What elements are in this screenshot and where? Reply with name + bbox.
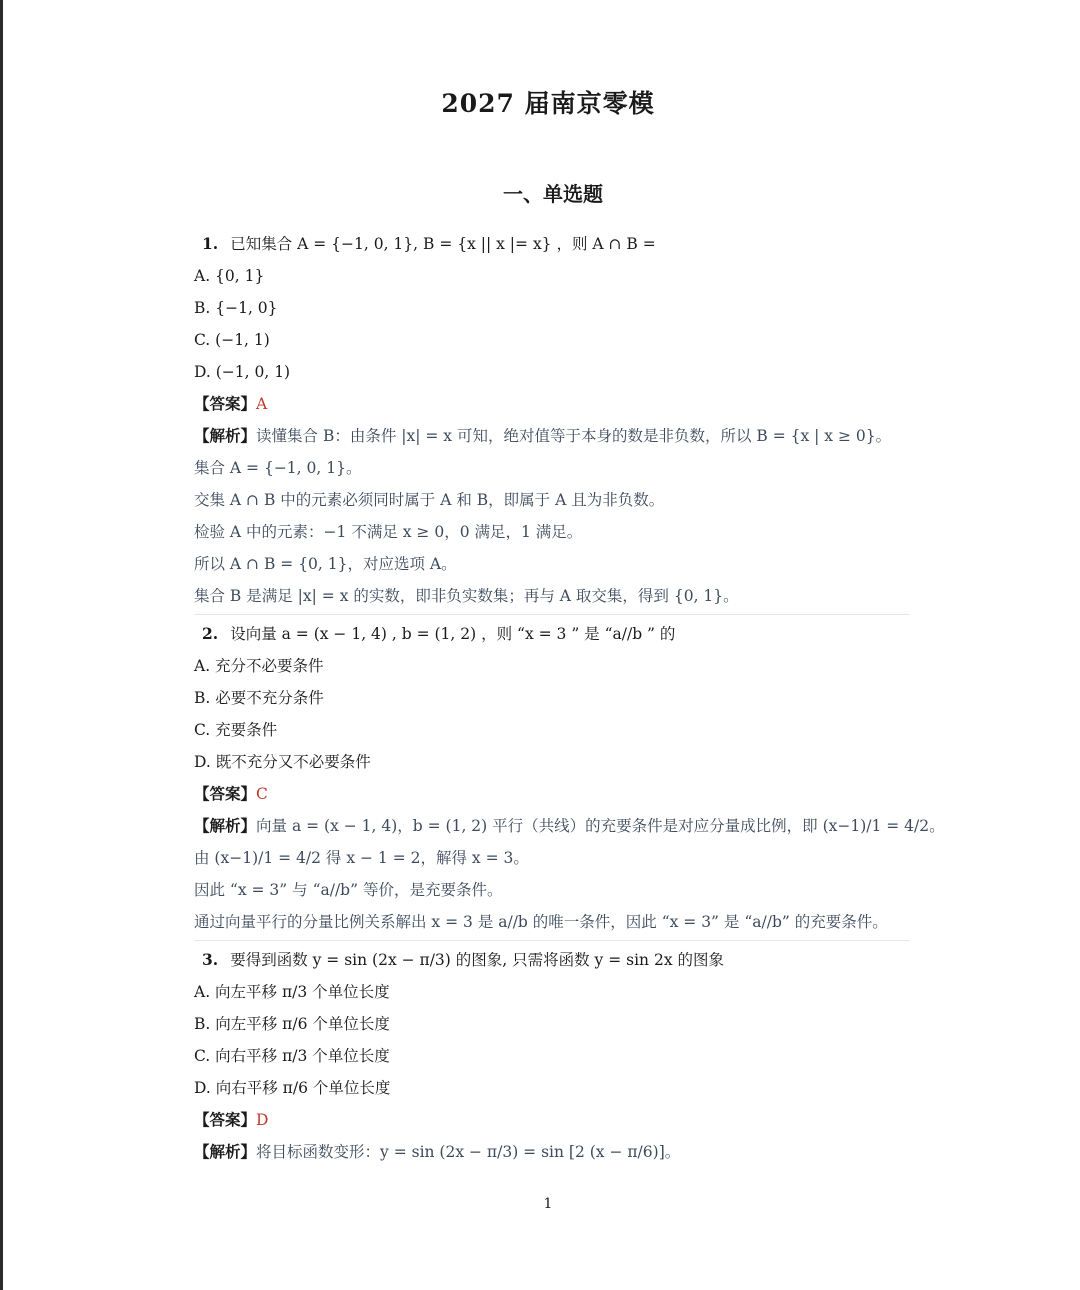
question-1	[194, 228, 910, 612]
question-text: 设向量 a = (x − 1, 4) , b = (1, 2) ，则 “x = 3 ” 是 “a//b ” 的	[230, 625, 676, 643]
analysis-line: 检验 A 中的元素：−1 不满足 x ≥ 0，0 满足，1 满足。	[194, 523, 583, 541]
analysis-line	[194, 810, 945, 842]
option-c: C. (−1, 1)	[194, 331, 270, 349]
question-divider	[194, 614, 910, 615]
question-stem	[194, 618, 910, 650]
section-heading: 一、单选题	[503, 182, 603, 206]
question-list	[194, 228, 945, 1168]
option-d: D. (−1, 0, 1)	[194, 363, 291, 381]
analysis-text: 将目标函数变形：y = sin (2x − π/3) = sin [2 (x − π/6)]。	[256, 1143, 681, 1161]
analysis-label: 【解析】	[194, 426, 257, 445]
answer-line	[194, 778, 910, 810]
analysis-line: 由 (x−1)/1 = 4/2 得 x − 1 = 2，解得 x = 3。	[194, 849, 529, 867]
option-b: B. {−1, 0}	[194, 299, 278, 317]
question-text: 要得到函数 y = sin (2x − π/3) 的图象, 只需将函数 y = sin 2x 的图象	[230, 951, 725, 969]
analysis-line	[194, 420, 910, 452]
option-a: A. {0, 1}	[194, 267, 265, 285]
option-b: B. 向左平移 π/6 个单位长度	[194, 1015, 390, 1033]
analysis-line	[194, 1136, 910, 1168]
question-stem	[194, 228, 910, 260]
answer-label: 【答案】	[194, 394, 257, 413]
question-number: 3.	[202, 950, 219, 969]
answer-label: 【答案】	[194, 784, 257, 803]
analysis-line: 通过向量平行的分量比例关系解出 x = 3 是 a//b 的唯一条件，因此 “x = 3” 是 “a//b” 的充要条件。	[194, 913, 888, 931]
analysis-line: 交集 A ∩ B 中的元素必须同时属于 A 和 B，即属于 A 且为非负数。	[194, 491, 665, 509]
option-a: A. 向左平移 π/3 个单位长度	[194, 983, 390, 1001]
analysis-label: 【解析】	[194, 816, 257, 835]
document-title: 2027 届南京零模	[441, 89, 655, 118]
analysis-text: 向量 a = (x − 1, 4)，b = (1, 2) 平行（共线）的充要条件是对应分量成比例，即 (x−1)/1 = 4/2。	[256, 817, 945, 835]
page-number: 1	[543, 1196, 553, 1212]
answer-line	[194, 1104, 910, 1136]
answer-value: A	[256, 395, 268, 413]
option-b: B. 必要不充分条件	[194, 689, 324, 707]
question-text: 已知集合 A = {−1, 0, 1}, B = {x || x |= x} ，则 A ∩ B =	[230, 235, 656, 253]
answer-value: D	[256, 1111, 269, 1129]
option-a: A. 充分不必要条件	[194, 657, 324, 675]
analysis-line: 因此 “x = 3” 与 “a//b” 等价，是充要条件。	[194, 881, 503, 899]
answer-value: C	[256, 785, 268, 803]
question-stem	[194, 944, 910, 976]
analysis-line: 集合 B 是满足 |x| = x 的实数，即非负实数集；再与 A 取交集，得到 {0, 1}。	[194, 587, 739, 605]
question-2	[194, 618, 945, 938]
answer-label: 【答案】	[194, 1110, 257, 1129]
analysis-line: 集合 A = {−1, 0, 1}。	[194, 459, 362, 477]
option-d: D. 既不充分又不必要条件	[194, 753, 371, 771]
answer-line	[194, 388, 910, 420]
option-c: C. 向右平移 π/3 个单位长度	[194, 1047, 390, 1065]
question-3	[194, 944, 910, 1168]
option-d: D. 向右平移 π/6 个单位长度	[194, 1079, 391, 1097]
analysis-text: 读懂集合 B：由条件 |x| = x 可知，绝对值等于本身的数是非负数，所以 B = {x | x ≥ 0}。	[256, 427, 892, 445]
analysis-label: 【解析】	[194, 1142, 257, 1161]
question-number: 1.	[202, 234, 219, 253]
question-number: 2.	[202, 624, 219, 643]
question-divider	[194, 940, 910, 941]
analysis-line: 所以 A ∩ B = {0, 1}，对应选项 A。	[194, 555, 457, 573]
option-c: C. 充要条件	[194, 721, 278, 739]
